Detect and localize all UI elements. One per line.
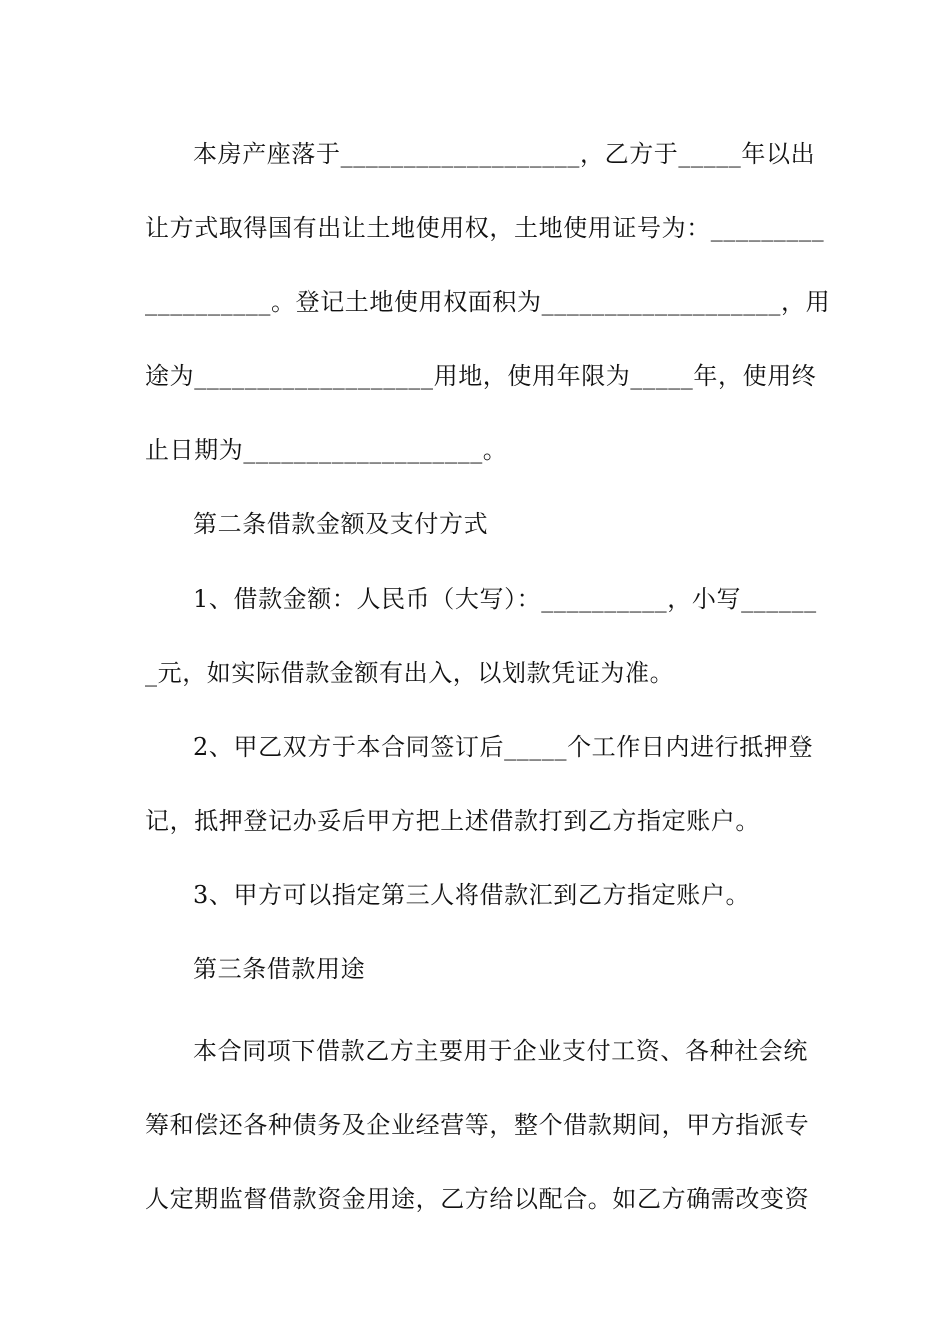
section-heading: 第三条借款用途 — [193, 955, 366, 983]
paragraph-line: 人定期监督借款资金用途，乙方给以配合。如乙方确需改变资 — [145, 1185, 810, 1213]
section-heading: 第二条借款金额及支付方式 — [193, 510, 489, 538]
paragraph-line: 让方式取得国有出让土地使用权，土地使用证号为：_________ — [145, 214, 825, 242]
paragraph-line: 筹和偿还各种债务及企业经营等，整个借款期间，甲方指派专 — [145, 1111, 810, 1139]
paragraph-line: 本合同项下借款乙方主要用于企业支付工资、各种社会统 — [193, 1037, 808, 1065]
paragraph-line: _元，如实际借款金额有出入，以划款凭证为准。 — [145, 659, 675, 687]
paragraph-line: 本房产座落于___________________，乙方于_____年以出 — [193, 140, 816, 168]
paragraph-line: __________。登记土地使用权面积为___________________，用 — [145, 288, 831, 316]
paragraph-line: 记，抵押登记办妥后甲方把上述借款打到乙方指定账户。 — [145, 807, 760, 835]
paragraph-line: 止日期为___________________。 — [145, 436, 508, 464]
paragraph-line: 1、借款金额：人民币（大写）：__________，小写______ — [193, 585, 817, 613]
paragraph-line: 3、甲方可以指定第三人将借款汇到乙方指定账户。 — [193, 881, 751, 909]
paragraph-line: 2、甲乙双方于本合同签订后_____个工作日内进行抵押登 — [193, 733, 814, 761]
paragraph-line: 途为___________________用地，使用年限为_____年，使用终 — [145, 362, 817, 390]
